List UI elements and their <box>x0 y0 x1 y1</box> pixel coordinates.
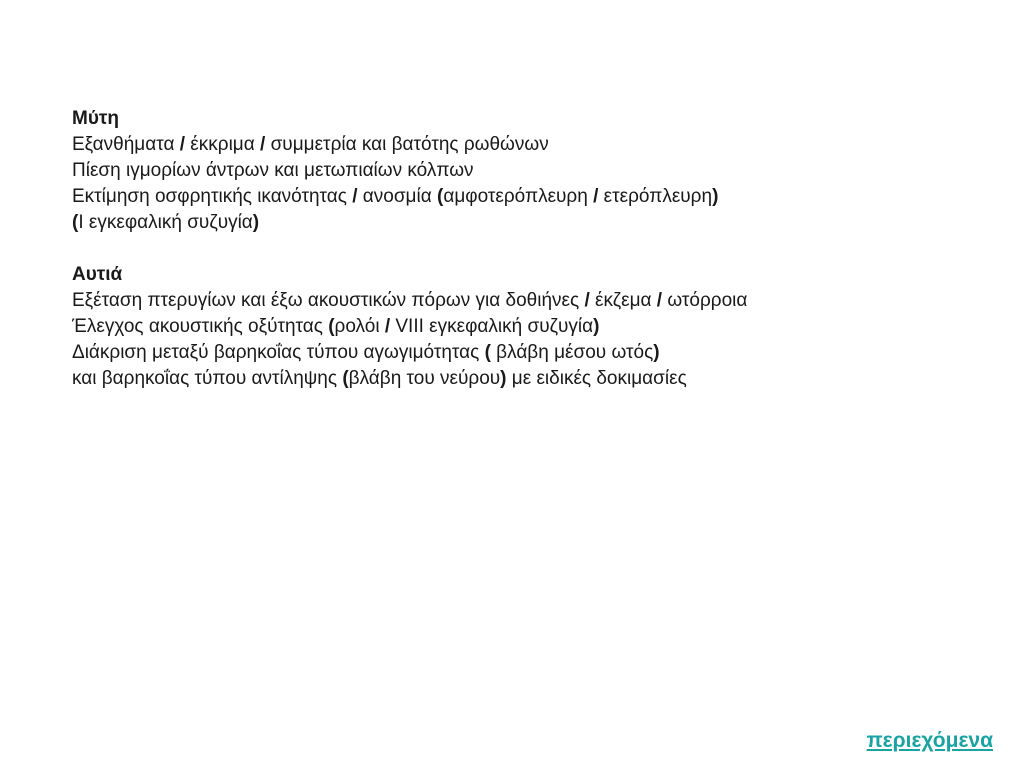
ears-line-sensorineural: και βαρηκοΐας τύπου αντίληψης (βλάβη του νεύρου) με ειδικές δοκιμασίες <box>72 368 687 389</box>
ears-line-conductive: Διάκριση μεταξύ βαρηκοΐας τύπου αγωγιμότητας ( βλάβη μέσου ωτός) <box>72 342 660 363</box>
nose-heading: Μύτη <box>72 108 119 129</box>
section-spacer <box>72 236 972 262</box>
nose-line-rash: Εξανθήματα / έκκριμα / συμμετρία και βατότης ρωθώνων <box>72 134 549 155</box>
nose-line-cranial-nerve: (I εγκεφαλική συζυγία) <box>72 212 260 233</box>
slide-content <box>72 106 972 392</box>
contents-link[interactable]: περιεχόμενα <box>866 729 993 752</box>
nose-line-smell: Εκτίμηση οσφρητικής ικανότητας / ανοσμία (αμφοτερόπλευρη / ετερόπλευρη) <box>72 186 719 207</box>
ears-line-inspection: Εξέταση πτερυγίων και έξω ακουστικών πόρων για δοθιήνες / έκζεμα / ωτόρροια <box>72 290 748 311</box>
ears-line-acuity: Έλεγχος ακουστικής οξύτητας (ρολόι / VIII εγκεφαλική συζυγία) <box>72 316 600 337</box>
ears-heading: Αυτιά <box>72 264 123 285</box>
nose-line-sinus: Πίεση ιγμορίων άντρων και μετωπιαίων κόλπων <box>72 160 474 181</box>
